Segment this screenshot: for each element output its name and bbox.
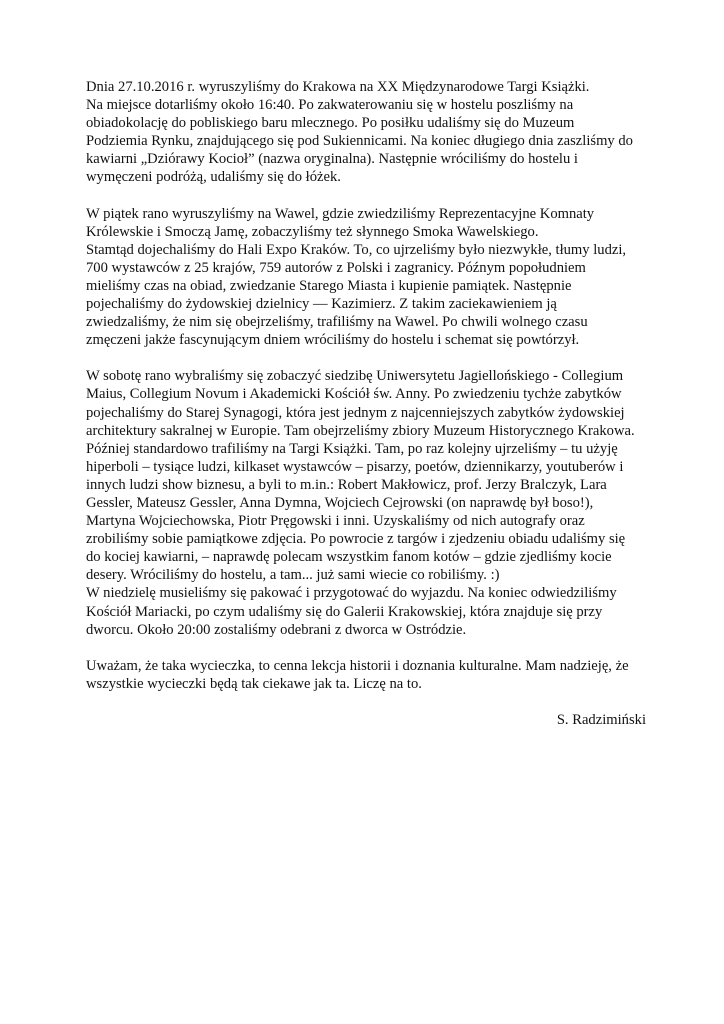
paragraph-saturday-sunday xyxy=(86,367,646,638)
text-line: Kościół Mariacki, po czym udaliśmy się do Galerii Krakowskiej, która znajduje się przy xyxy=(86,603,603,620)
text-line: Królewskie i Smoczą Jamę, zobaczyliśmy też słynnego Smoka Wawelskiego. xyxy=(86,223,539,240)
paragraph-conclusion xyxy=(86,657,646,693)
text-line: wszystkie wycieczki będą tak ciekawe jak ta. Liczę na to. xyxy=(86,675,422,692)
text-line: obiadokolację do pobliskiego baru mlecznego. Po posiłku udaliśmy się do Muzeum xyxy=(86,115,575,132)
text-line: innych ludzi show biznesu, a byli to m.in.: Robert Makłowicz, prof. Jerzy Bralczyk, Lara xyxy=(86,476,607,493)
text-line: kawiarni „Dziórawy Kocioł” (nazwa oryginalna). Następnie wróciliśmy do hostelu i xyxy=(86,151,578,168)
text-line: pojechaliśmy do żydowskiej dzielnicy — Kazimierz. Z takim zaciekawieniem ją xyxy=(86,296,557,313)
text-line: Maius, Collegium Novum i Akademicki Kościół św. Anny. Po zwiedzeniu tychże zabytków xyxy=(86,386,622,403)
text-line: desery. Wróciliśmy do hostelu, a tam... już sami wiecie co robiliśmy. :) xyxy=(86,567,500,584)
text-line: Martyna Wojciechowska, Piotr Pręgowski i inni. Uzyskaliśmy od nich autografy oraz xyxy=(86,513,585,530)
text-line: zmęczeni jakże fascynującym dniem wróciliśmy do hostelu i schemat się powtórzył. xyxy=(86,332,580,349)
text-line: dworcu. Około 20:00 zostaliśmy odebrani z dworca w Ostródzie. xyxy=(86,621,467,638)
text-line: hiperboli – tysiące ludzi, kilkaset wystawców – pisarzy, poetów, dziennikarzy, youtuberów i xyxy=(86,458,624,475)
document-page xyxy=(86,78,646,747)
text-line: Dnia 27.10.2016 r. wyruszyliśmy do Krakowa na XX Międzynarodowe Targi Książki. xyxy=(86,79,590,95)
text-line: pojechaliśmy do Starej Synagogi, która jest jednym z najcenniejszych zabytków żydowskiej xyxy=(86,404,625,421)
text-line: zwiedzaliśmy, że nim się obejrzeliśmy, trafiliśmy na Wawel. Po chwili wolnego czasu xyxy=(86,314,588,331)
text-line: do kociej kawiarni, – naprawdę polecam wszystkim fanom kotów – gdzie zjedliśmy kocie xyxy=(86,549,612,566)
text-line: Stamtąd dojechaliśmy do Hali Expo Kraków. To, co ujrzeliśmy było niezwykłe, tłumy ludzi, xyxy=(86,241,627,258)
paragraph-friday xyxy=(86,205,646,350)
text-line: W piątek rano wyruszyliśmy na Wawel, gdzie zwiedziliśmy Reprezentacyjne Komnaty xyxy=(86,205,595,222)
signature: S. Radzimiński xyxy=(556,711,646,728)
text-line: wymęczeni podróżą, udaliśmy się do łóżek. xyxy=(86,169,341,186)
text-line: 700 wystawców z 25 krajów, 759 autorów z Polski i zagranicy. Późnym popołudniem xyxy=(86,259,586,276)
text-line: mieliśmy czas na obiad, zwiedzanie Starego Miasta i kupienie pamiątek. Następnie xyxy=(86,277,572,294)
text-line: architektury sakralnej w Europie. Tam obejrzeliśmy zbiory Muzeum Historycznego Krakowa. xyxy=(86,422,635,439)
text-line: Uważam, że taka wycieczka, to cenna lekcja historii i doznania kulturalne. Mam nadzieję, że xyxy=(86,657,629,674)
text-line: Podziemia Rynku, znajdującego się pod Sukiennicami. Na koniec długiego dnia zaszliśmy do xyxy=(86,133,633,150)
text-line: W sobotę rano wybraliśmy się zobaczyć siedzibę Uniwersytetu Jagiellońskiego - Collegium xyxy=(86,368,624,385)
text-line: zrobiliśmy sobie pamiątkowe zdjęcia. Po powrocie z targów i zjedzeniu obiadu udaliśmy się xyxy=(86,531,626,548)
paragraph-arrival xyxy=(86,78,646,187)
text-line: Gessler, Mateusz Gessler, Anna Dymna, Wojciech Cejrowski (on naprawdę był boso!), xyxy=(86,494,594,511)
text-line: Na miejsce dotarliśmy około 16:40. Po zakwaterowaniu się w hostelu poszliśmy na xyxy=(86,97,574,114)
text-line: W niedzielę musieliśmy się pakować i przygotować do wyjazdu. Na koniec odwiedziliśmy xyxy=(86,585,617,602)
text-line: Później standardowo trafiliśmy na Targi Książki. Tam, po raz kolejny ujrzeliśmy – tu użyję xyxy=(86,440,618,457)
